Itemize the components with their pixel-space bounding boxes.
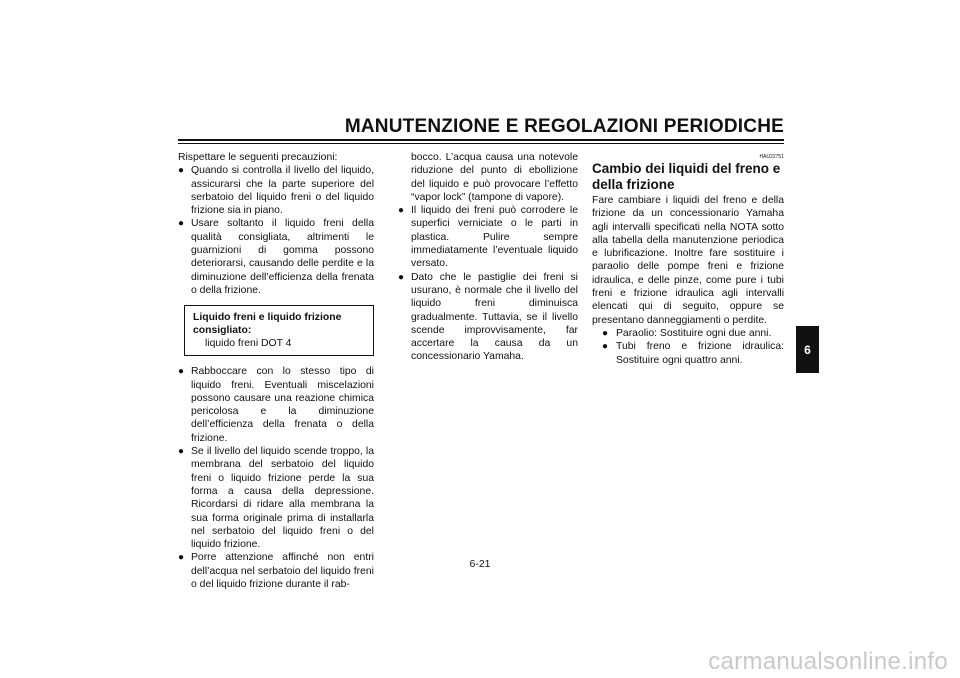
column-left <box>178 151 374 591</box>
bullet-icon: ● <box>602 341 609 353</box>
bullet-icon: ● <box>178 446 185 458</box>
header-rule-thick <box>178 139 784 141</box>
list-item: ● Se il livello del liquido scende troppo, la membrana del serbatoio del liquido freni o liquido frizione perde la sua forma a causa della depressione. Ricordarsi di ridare alla membrana la sua forma originale prima di installarla nel serbatoio del liquido freni o del liquido frizione. <box>178 446 374 551</box>
list-item: ● Paraolio: Sostituire ogni due anni. <box>602 327 772 339</box>
continued-text: bocco. L’acqua causa una notevole riduzione del punto di ebollizione del liquido e può provocare l’effetto “vapor lock” (tampone di vapore). <box>411 152 578 203</box>
bullet-icon: ● <box>178 165 185 177</box>
bullet-icon: ● <box>178 552 185 564</box>
spec-heading: Liquido freni e liquido frizione consigliato: <box>193 312 342 337</box>
intro-text: Rispettare le seguenti precauzioni: <box>178 152 338 163</box>
recommended-fluid-box <box>184 305 374 356</box>
header-rule-thin <box>178 143 784 144</box>
bullet-icon: ● <box>602 327 609 339</box>
column-right <box>592 151 784 367</box>
list-item: ● Quando si controlla il livello del liquido, assicurarsi che la parte superiore del serbatoio del liquido freni o del liquido frizione sia in piano. <box>178 165 374 217</box>
list-item: ● Rabboccare con lo stesso tipo di liquido freni. Eventuali miscelazioni possono causare una reazione chimica pericolosa e la diminuzione dell’efficienza della frenata o della frizione. <box>178 366 374 444</box>
page-number: 6-21 <box>469 558 491 570</box>
bullet-icon: ● <box>398 205 405 217</box>
bullet-icon: ● <box>178 366 185 378</box>
section-title: Cambio dei liquidi del freno e della frizione <box>592 161 781 192</box>
list-item: ● Tubi freno e frizione idraulica: Sostituire ogni quattro anni. <box>602 341 784 366</box>
list-item: ● Dato che le pastiglie dei freni si usurano, è normale che il livello del liquido freni diminuisca gradualmente. Tuttavia, se il livello scende improvvisamente, far accertare la causa da un concessionario Yamaha. <box>398 271 578 363</box>
watermark: carmanualsonline.info <box>708 648 948 675</box>
section-paragraph: Fare cambiare i liquidi del freno e della frizione da un concessionario Yamaha agli intervalli specificati nella NOTA sotto alla tabella della manutenzione periodica e lubrificazione. Inoltre fare sostituire i paraolio delle pompe freni e frizione idraulica, e delle pinze, come pure i tubi freni e frizione idraulica agli intervalli elencati qui di seguito, oppure se presentano danneggiamenti o perdite. <box>592 195 784 326</box>
column-middle <box>398 151 578 364</box>
page-title: MANUTENZIONE E REGOLAZIONI PERIODICHE <box>344 116 784 137</box>
bullet-icon: ● <box>178 218 185 230</box>
list-item: ● Porre attenzione affinché non entri dell’acqua nel serbatoio del liquido freni o del liquido frizione durante il rab- <box>178 552 374 591</box>
section-code: HAU22751 <box>759 154 784 160</box>
chapter-tab: 6 <box>796 326 819 373</box>
list-item: ● Usare soltanto il liquido freni della qualità consigliata, altrimenti le guarnizioni di gomma possono deteriorarsi, causando delle perdite e la diminuzione dell’efficienza della frenata o della frizione. <box>178 218 374 296</box>
list-item: ● Il liquido dei freni può corrodere le superfici verniciate o le parti in plastica. Pulire sempre immediatamente l’eventuale liquido versato. <box>398 205 578 270</box>
spec-value: liquido freni DOT 4 <box>205 338 292 350</box>
bullet-icon: ● <box>398 271 405 283</box>
